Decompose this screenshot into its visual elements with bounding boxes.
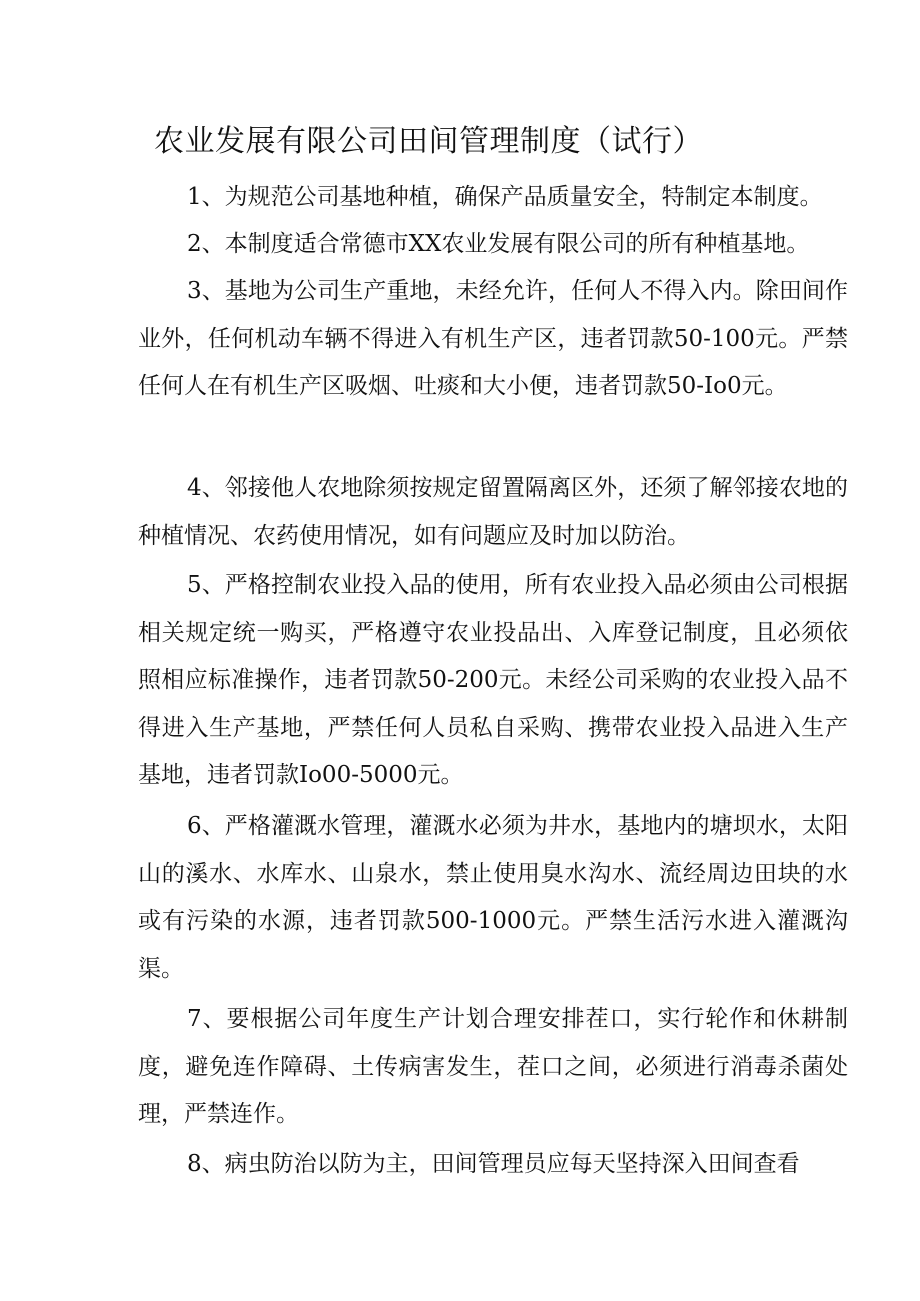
paragraph-7: 7、要根据公司年度生产计划合理安排茬口，实行轮作和休耕制度，避免连作障碍、土传病害发生，茬口之间，必须进行消毒杀菌处理，严禁连作。 <box>138 1006 848 1127</box>
document-title: 农业发展有限公司田间管理制度（试行） <box>154 124 703 159</box>
paragraph-3: 3、基地为公司生产重地，未经允许，任何人不得入内。除田间作业外，任何机动车辆不得进入有机生产区，违者罚款50-100元。严禁任何人在有机生产区吸烟、吐痰和大小便，违者罚款50-Io0元。 <box>138 278 848 399</box>
paragraph-2: 2、本制度适合常德市XX农业发展有限公司的所有种植基地。 <box>187 231 810 257</box>
paragraph-4: 4、邻接他人农地除须按规定留置隔离区外，还须了解邻接农地的种植情况、农药使用情况，如有问题应及时加以防治。 <box>138 475 848 549</box>
paragraph-6: 6、严格灌溉水管理，灌溉水必须为井水，基地内的塘坝水，太阳山的溪水、水库水、山泉水，禁止使用臭水沟水、流经周边田块的水或有污染的水源，违者罚款500-1000元。严禁生活污水进入灌溉沟渠。 <box>138 813 848 982</box>
paragraph-8: 8、病虫防治以防为主，田间管理员应每天坚持深入田间查看 <box>187 1151 800 1177</box>
paragraph-1: 1、为规范公司基地种植，确保产品质量安全，特制定本制度。 <box>187 184 823 210</box>
paragraph-5: 5、严格控制农业投入品的使用，所有农业投入品必须由公司根据相关规定统一购买，严格遵守农业投品出、入库登记制度，且必须依照相应标准操作，违者罚款50-200元。未经公司采购的农业投入品不得进入生产基地，严禁任何人员私自采购、携带农业投入品进入生产基地，违者罚款Io00-5000元。 <box>138 572 848 788</box>
